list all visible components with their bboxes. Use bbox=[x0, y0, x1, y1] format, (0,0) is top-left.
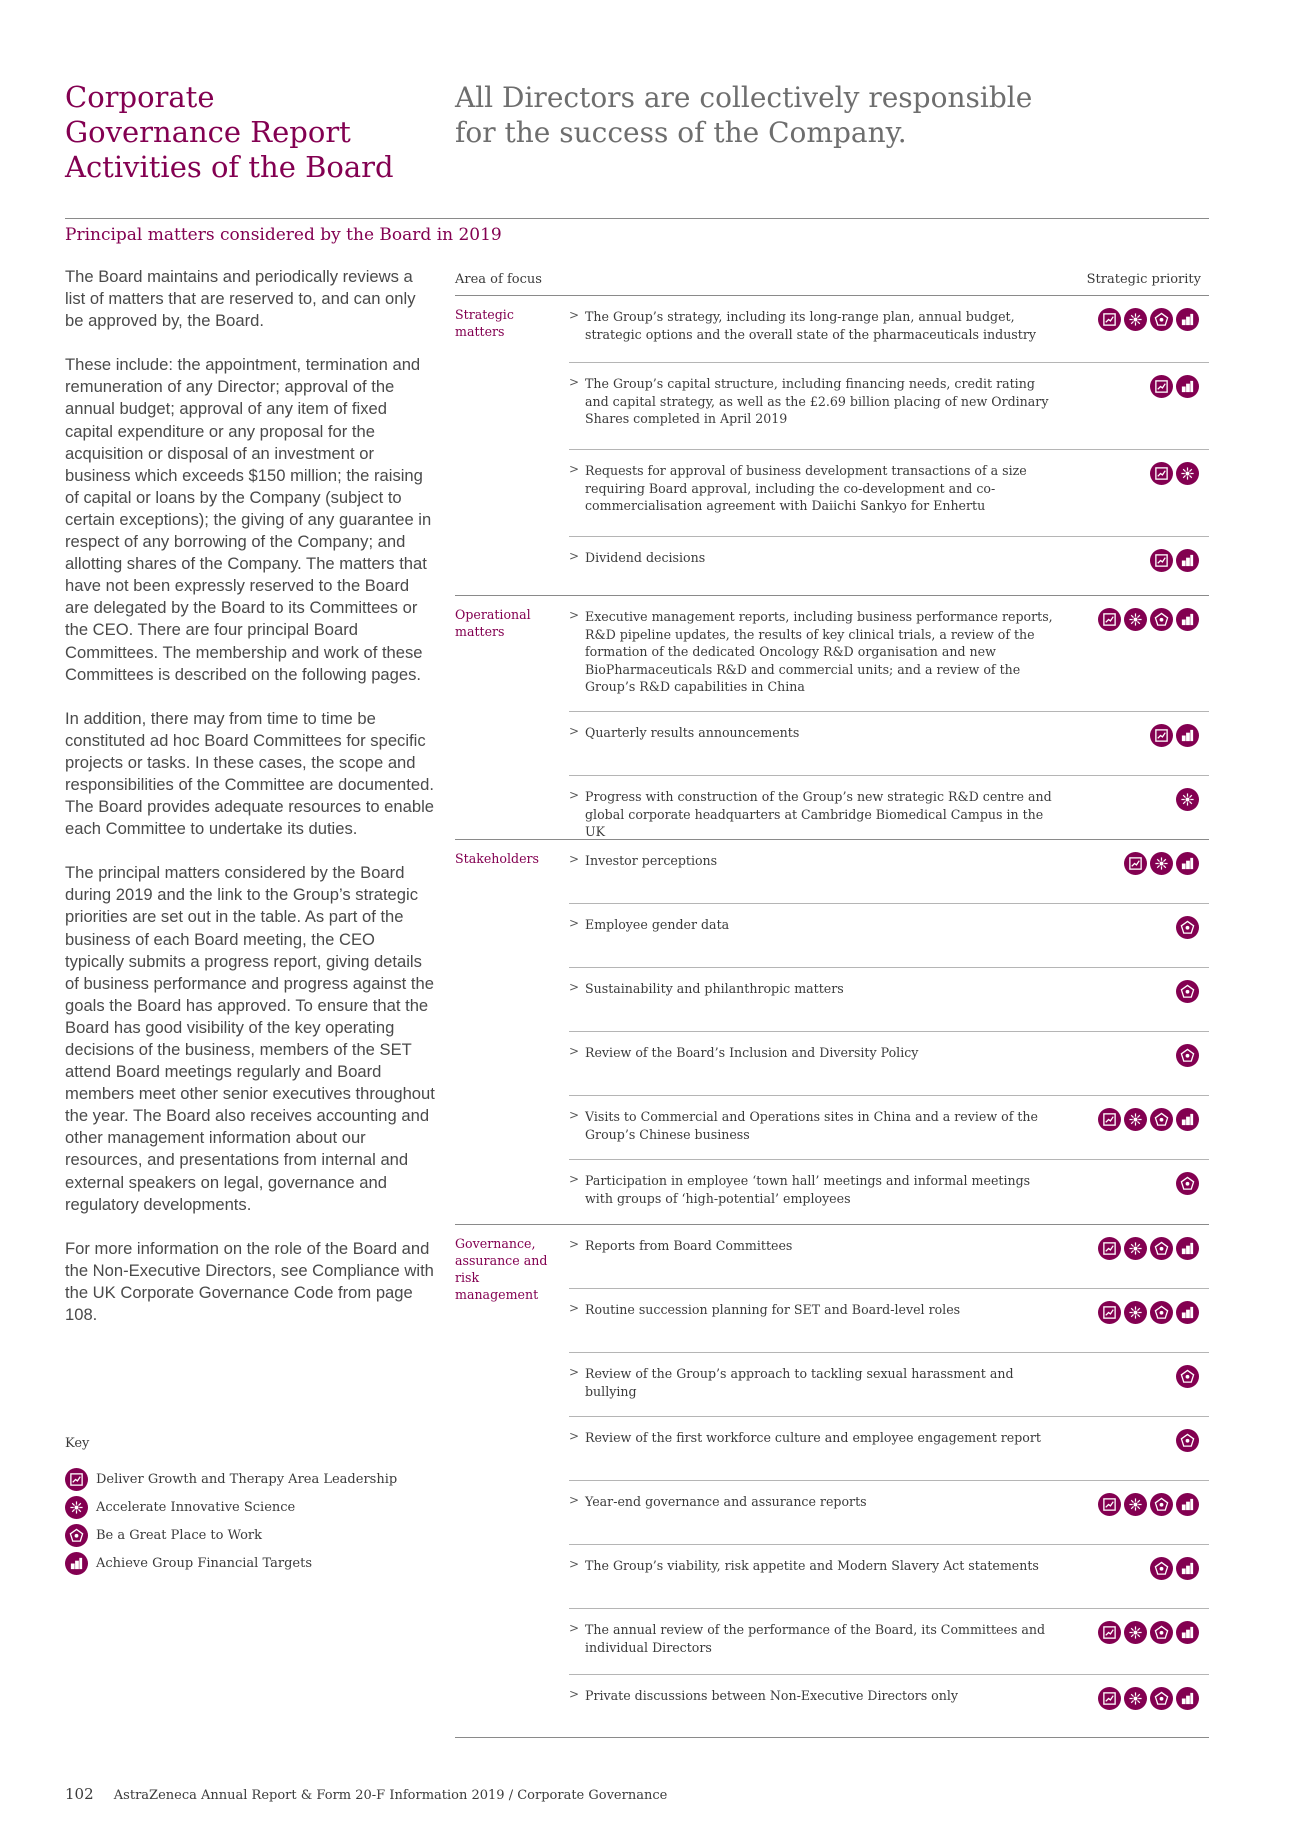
chevron-icon: > bbox=[569, 1044, 580, 1058]
key-item-label: Accelerate Innovative Science bbox=[96, 1499, 296, 1515]
row-text: Year-end governance and assurance reports bbox=[585, 1494, 867, 1509]
science-icon bbox=[1124, 1493, 1147, 1516]
headline-line: All Directors are collectively responsible bbox=[455, 81, 1033, 114]
priority-icons bbox=[1176, 980, 1199, 1003]
people-icon bbox=[1150, 308, 1173, 331]
row-text: Quarterly results announcements bbox=[585, 725, 800, 740]
table-group bbox=[455, 1225, 1209, 1738]
key-item-label: Deliver Growth and Therapy Area Leadership bbox=[96, 1471, 398, 1487]
financial-icon bbox=[1176, 1687, 1199, 1710]
people-icon bbox=[1150, 1557, 1173, 1580]
row-text: The annual review of the performance of the Board, its Committees and individual Directors bbox=[585, 1622, 1046, 1655]
table-row bbox=[569, 1417, 1209, 1481]
chevron-icon: > bbox=[569, 1172, 580, 1186]
footer-text: AstraZeneca Annual Report & Form 20-F Information 2019 / Corporate Governance bbox=[113, 1788, 668, 1803]
priority-icons bbox=[1098, 1621, 1199, 1644]
people-icon bbox=[1176, 1172, 1199, 1195]
science-icon bbox=[1150, 852, 1173, 875]
table-body bbox=[455, 296, 1209, 1738]
table-row bbox=[569, 1481, 1209, 1545]
science-icon bbox=[1124, 1301, 1147, 1324]
priority-icons bbox=[1176, 1365, 1199, 1388]
headline-line: for the success of the Company. bbox=[455, 116, 907, 149]
priority-icons bbox=[1098, 308, 1199, 331]
table-row bbox=[569, 537, 1209, 595]
financial-icon bbox=[1176, 1621, 1199, 1644]
chevron-icon: > bbox=[569, 1429, 580, 1443]
priority-icons bbox=[1150, 375, 1199, 398]
science-icon bbox=[1124, 1108, 1147, 1131]
chevron-icon: > bbox=[569, 1108, 580, 1122]
row-text: Progress with construction of the Group’s new strategic R&D centre and global corporate headquarters at Cambridge Biomedical Campus in the UK bbox=[585, 789, 1052, 839]
people-icon bbox=[65, 1524, 88, 1547]
table-row bbox=[569, 450, 1209, 537]
financial-icon bbox=[1176, 1237, 1199, 1260]
financial-icon bbox=[1176, 549, 1199, 572]
people-icon bbox=[1150, 1493, 1173, 1516]
financial-icon bbox=[1176, 1301, 1199, 1324]
table-row bbox=[569, 1545, 1209, 1609]
row-text: Review of the Group’s approach to tackling sexual harassment and bullying bbox=[585, 1366, 1014, 1399]
key-items bbox=[65, 1465, 445, 1577]
chevron-icon: > bbox=[569, 724, 580, 738]
financial-icon bbox=[1176, 1493, 1199, 1516]
chevron-icon: > bbox=[569, 462, 580, 476]
chevron-icon: > bbox=[569, 308, 580, 322]
chevron-icon: > bbox=[569, 1557, 580, 1571]
col-strategic-priority: Strategic priority bbox=[1086, 272, 1201, 287]
people-icon bbox=[1150, 1237, 1173, 1260]
chevron-icon: > bbox=[569, 1237, 580, 1251]
people-icon bbox=[1150, 1621, 1173, 1644]
chevron-icon: > bbox=[569, 788, 580, 802]
people-icon bbox=[1176, 916, 1199, 939]
page-title bbox=[65, 80, 405, 185]
body-paragraph: These include: the appointment, termination and remuneration of any Director; approval of the annual budget; approval of any item of fixed capital expenditure or any proposal for the acquisition or disposal of an investment or business which exceeds $150 million; the raising of capital or loans by the Company (subject to certain exceptions); the giving of any guarantee in respect of any borrowing of the Company; and allotting shares of the Company. The matters that have not been expressly reserved to the Board are delegated by the Board to its Committees or the CEO. There are four principal Board Committees. The membership and work of these Committees is described on the following pages. bbox=[65, 355, 432, 684]
priority-icons bbox=[1176, 916, 1199, 939]
key-item bbox=[65, 1465, 445, 1493]
priority-icons bbox=[1098, 1108, 1199, 1131]
priority-icons bbox=[1098, 608, 1199, 631]
science-icon bbox=[65, 1496, 88, 1519]
row-text: Review of the first workforce culture and employee engagement report bbox=[585, 1430, 1041, 1445]
people-icon bbox=[1176, 1365, 1199, 1388]
priority-icons bbox=[1098, 1237, 1199, 1260]
key-item bbox=[65, 1521, 445, 1549]
science-icon bbox=[1176, 462, 1199, 485]
financial-icon bbox=[65, 1552, 88, 1575]
growth-icon bbox=[65, 1468, 88, 1491]
key-item-label: Achieve Group Financial Targets bbox=[96, 1555, 313, 1571]
financial-icon bbox=[1176, 724, 1199, 747]
table-row bbox=[569, 1160, 1209, 1224]
body-text bbox=[65, 266, 435, 1348]
table-row bbox=[569, 776, 1209, 839]
priority-icons bbox=[1176, 1044, 1199, 1067]
people-icon bbox=[1150, 1108, 1173, 1131]
body-paragraph: The Board maintains and periodically reviews a list of matters that are reserved to, and can only be approved by, the Board. bbox=[65, 267, 416, 331]
page-title-line: Activities of the Board bbox=[65, 150, 394, 184]
group-label: Governance, assurance and risk management bbox=[455, 1236, 548, 1302]
science-icon bbox=[1124, 1621, 1147, 1644]
chevron-icon: > bbox=[569, 1621, 580, 1635]
row-text: Sustainability and philanthropic matters bbox=[585, 981, 844, 996]
growth-icon bbox=[1150, 462, 1173, 485]
chevron-icon: > bbox=[569, 916, 580, 930]
growth-icon bbox=[1150, 724, 1173, 747]
financial-icon bbox=[1176, 608, 1199, 631]
table-row bbox=[569, 904, 1209, 968]
col-area-of-focus: Area of focus bbox=[455, 272, 542, 287]
priority-icons bbox=[1176, 1172, 1199, 1195]
chevron-icon: > bbox=[569, 549, 580, 563]
table-row bbox=[569, 1609, 1209, 1675]
row-text: Requests for approval of business development transactions of a size requiring Board approval, including the co-development and co-commercialisation agreement with Daiichi Sankyo for Enhertu bbox=[585, 463, 1027, 513]
science-icon bbox=[1176, 788, 1199, 811]
growth-icon bbox=[1098, 308, 1121, 331]
page-title-line: Corporate bbox=[65, 80, 215, 114]
people-icon bbox=[1176, 980, 1199, 1003]
table-row bbox=[569, 712, 1209, 776]
table-row bbox=[569, 968, 1209, 1032]
growth-icon bbox=[1124, 852, 1147, 875]
key-item-label: Be a Great Place to Work bbox=[96, 1527, 263, 1543]
row-text: Review of the Board’s Inclusion and Diversity Policy bbox=[585, 1045, 919, 1060]
priority-icons bbox=[1124, 852, 1199, 875]
science-icon bbox=[1124, 608, 1147, 631]
chevron-icon: > bbox=[569, 375, 580, 389]
table-group bbox=[455, 296, 1209, 596]
row-text: The Group’s viability, risk appetite and Modern Slavery Act statements bbox=[585, 1558, 1039, 1573]
growth-icon bbox=[1098, 1108, 1121, 1131]
priority-icons bbox=[1150, 462, 1199, 485]
table-group bbox=[455, 840, 1209, 1225]
financial-icon bbox=[1176, 308, 1199, 331]
chevron-icon: > bbox=[569, 1365, 580, 1379]
row-text: Visits to Commercial and Operations sites in China and a review of the Group’s Chinese business bbox=[585, 1109, 1038, 1142]
chevron-icon: > bbox=[569, 1687, 580, 1701]
people-icon bbox=[1150, 1301, 1173, 1324]
priority-icons bbox=[1176, 788, 1199, 811]
page-title-line: Governance Report bbox=[65, 115, 351, 149]
body-paragraph: In addition, there may from time to time be constituted ad hoc Board Committees for specific projects or tasks. In these cases, the scope and responsibilities of the Committee are documented. The Board provides adequate resources to enable each Committee to undertake its duties. bbox=[65, 708, 434, 839]
body-paragraph: The principal matters considered by the Board during 2019 and the link to the Group’s strategic priorities are set out in the table. As part of the business of each Board meeting, the CEO typically submits a progress report, giving details of business performance and progress against the goals the Board has approved. To ensure that the Board has good visibility of the key operating decisions of the business, members of the SET attend Board meetings regularly and Board members meet other senior executives throughout the year. The Board also receives accounting and other management information about our resources, and presentations from internal and external speakers on legal, governance and regulatory developments. bbox=[65, 863, 435, 1214]
priority-icons bbox=[1098, 1301, 1199, 1324]
growth-icon bbox=[1098, 608, 1121, 631]
table-row bbox=[569, 1096, 1209, 1160]
financial-icon bbox=[1176, 852, 1199, 875]
people-icon bbox=[1176, 1044, 1199, 1067]
group-label: Strategic matters bbox=[455, 307, 514, 339]
science-icon bbox=[1124, 1687, 1147, 1710]
growth-icon bbox=[1150, 375, 1173, 398]
priority-icons bbox=[1098, 1687, 1199, 1710]
key-title: Key bbox=[65, 1436, 90, 1451]
priority-icons bbox=[1176, 1429, 1199, 1452]
group-label: Operational matters bbox=[455, 607, 531, 639]
people-icon bbox=[1150, 1687, 1173, 1710]
table-row bbox=[569, 296, 1209, 363]
chevron-icon: > bbox=[569, 852, 580, 866]
table-row bbox=[569, 1032, 1209, 1096]
table-row bbox=[569, 840, 1209, 904]
chevron-icon: > bbox=[569, 1301, 580, 1315]
footer bbox=[65, 1785, 667, 1803]
science-icon bbox=[1124, 308, 1147, 331]
chevron-icon: > bbox=[569, 608, 580, 622]
people-icon bbox=[1150, 608, 1173, 631]
row-text: Routine succession planning for SET and Board-level roles bbox=[585, 1302, 961, 1317]
financial-icon bbox=[1176, 1108, 1199, 1131]
table-row bbox=[569, 596, 1209, 712]
growth-icon bbox=[1150, 549, 1173, 572]
row-text: The Group’s capital structure, including financing needs, credit rating and capital strategy, as well as the £2.69 billion placing of new Ordinary Shares completed in April 2019 bbox=[585, 376, 1049, 426]
table-row bbox=[569, 1675, 1209, 1737]
growth-icon bbox=[1098, 1493, 1121, 1516]
science-icon bbox=[1124, 1237, 1147, 1260]
priority-icons bbox=[1150, 549, 1199, 572]
group-label: Stakeholders bbox=[455, 851, 539, 866]
headline bbox=[455, 80, 1055, 150]
priority-icons bbox=[1150, 1557, 1199, 1580]
table-row bbox=[569, 363, 1209, 450]
table-row bbox=[569, 1289, 1209, 1353]
row-text: The Group’s strategy, including its long-range plan, annual budget, strategic options and the overall state of the pharmaceuticals industry bbox=[585, 309, 1036, 342]
section-title: Principal matters considered by the Board in 2019 bbox=[65, 225, 502, 245]
priority-icons bbox=[1098, 1493, 1199, 1516]
body-paragraph: For more information on the role of the Board and the Non-Executive Directors, see Compliance with the UK Corporate Governance Code from page 108. bbox=[65, 1238, 434, 1325]
growth-icon bbox=[1098, 1237, 1121, 1260]
divider bbox=[65, 218, 1209, 219]
people-icon bbox=[1176, 1429, 1199, 1452]
financial-icon bbox=[1176, 375, 1199, 398]
key-item bbox=[65, 1549, 445, 1577]
row-text: Participation in employee ‘town hall’ meetings and informal meetings with groups of ‘high-potential’ employees bbox=[585, 1173, 1031, 1206]
row-text: Private discussions between Non-Executive Directors only bbox=[585, 1688, 959, 1703]
chevron-icon: > bbox=[569, 980, 580, 994]
growth-icon bbox=[1098, 1621, 1121, 1644]
row-text: Dividend decisions bbox=[585, 550, 706, 565]
growth-icon bbox=[1098, 1687, 1121, 1710]
financial-icon bbox=[1176, 1557, 1199, 1580]
row-text: Executive management reports, including business performance reports, R&D pipeline updates, the results of key clinical trials, a review of the formation of the dedicated Oncology R&D organisation and new BioPharmaceuticals R&D and commercial units; and a review of the Group’s R&D capabilities in China bbox=[585, 609, 1053, 694]
table-header bbox=[455, 268, 1209, 296]
chevron-icon: > bbox=[569, 1493, 580, 1507]
priority-icons bbox=[1150, 724, 1199, 747]
growth-icon bbox=[1098, 1301, 1121, 1324]
row-text: Employee gender data bbox=[585, 917, 730, 932]
key-item bbox=[65, 1493, 445, 1521]
row-text: Reports from Board Committees bbox=[585, 1238, 793, 1253]
table-row bbox=[569, 1353, 1209, 1417]
matters-table bbox=[455, 268, 1209, 1738]
table-group bbox=[455, 596, 1209, 840]
table-row bbox=[569, 1225, 1209, 1289]
page-number: 102 bbox=[65, 1785, 94, 1803]
row-text: Investor perceptions bbox=[585, 853, 718, 868]
key-legend bbox=[65, 1436, 445, 1577]
